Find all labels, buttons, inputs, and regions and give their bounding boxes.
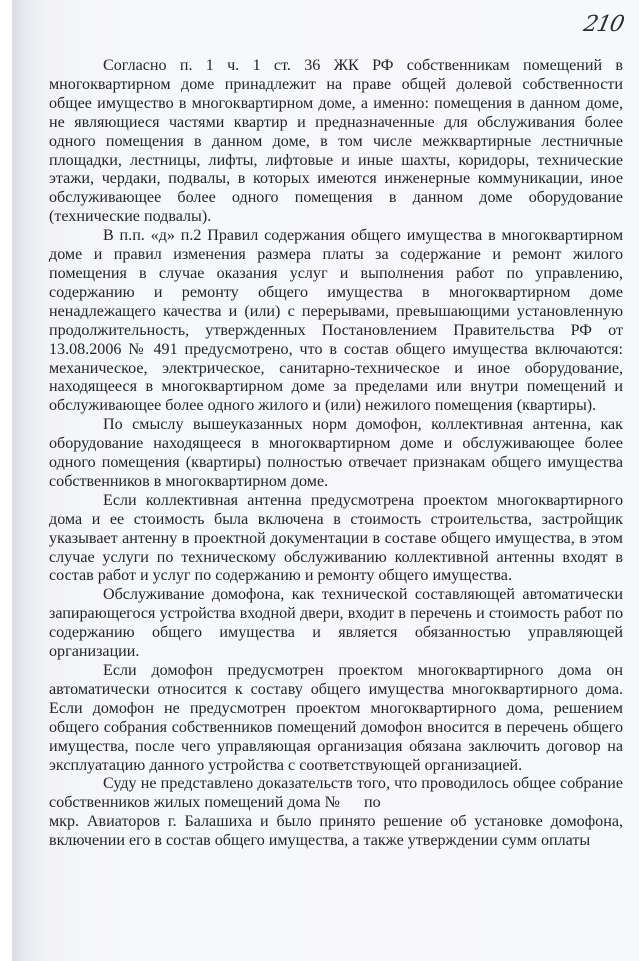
handwritten-page-number: 210: [581, 12, 626, 37]
paragraph-collective-antenna: Если коллективная антенна предусмотрена проектом многоквартирного дома и ее стоимость была включена в стоимость строительства, застройщик указывает антенну в проектной документации в составе общего имущества, в этом случае услуги по техническому обслуживанию коллективной антенны входят в состав работ и услуг по содержанию и ремонту общего имущества.: [49, 491, 623, 585]
document-page: [12, 0, 639, 961]
paragraph-common-property-definition: Согласно п. 1 ч. 1 ст. 36 ЖК РФ собственникам помещений в многоквартирном доме принадлежит на праве общей долевой собственности общее имущество в многоквартирном доме, а именно: помещения в данном доме, не являющиеся частями квартир и предназначенные для обслуживания более одного помещения в данном доме, в том числе межквартирные лестничные площадки, лестницы, лифты, лифтовые и иные шахты, коридоры, технические этажи, чердаки, подвалы, в которых имеются инженерные коммуникации, иное обслуживающее более одного помещения в данном доме оборудование (технические подвалы).: [49, 57, 623, 226]
paragraph-intercom-antenna-meaning: По смыслу вышеуказанных норм домофон, коллективная антенна, как оборудование находящееся в многоквартирном доме и обслуживающее более одного помещения (квартиры) полностью отвечает признакам общего имущества собственников в многоквартирном доме.: [49, 416, 623, 490]
court-evidence-text-1: Суду не представлено доказательств того, что проводилось общее собрание собственников жилых помещений дома №: [49, 775, 623, 812]
paragraph-intercom-maintenance: Обслуживание домофона, как технической составляющей автоматически запирающегося устройства входной двери, входит в перечень и стоимость работ по содержанию общего имущества и является обязанностью управляющей организации.: [49, 586, 623, 661]
paragraph-court-evidence: [49, 775, 623, 851]
paragraph-intercom-project: Если домофон предусмотрен проектом многоквартирного дома он автоматически относится к составу общего имущества многоквартирного дома. Если домофон не предусмотрен проектом многоквартирного дома, решением общего собрания собственников помещений домофон вносится в перечень общего имущества, после чего управляющая организация обязана заключить договор на эксплуатацию данного устройства с соответствующей организацией.: [49, 662, 623, 774]
document-body: [49, 57, 623, 851]
paragraph-rules-491: В п.п. «д» п.2 Правил содержания общего имущества в многоквартирном доме и правил изменения размера платы за содержание и ремонт жилого помещения в случае оказания услуг и выполнения работ по управлению, содержанию и ремонту общего имущества в многоквартирном доме ненадлежащего качества и (или) с перерывами, превышающими установленную продолжительность, утвержденных Постановлением Правительства РФ от 13.08.2006 № 491 предусмотрено, что в состав общего имущества включаются: механическое, электрическое, санитарно-техническое и иное оборудование, находящееся в многоквартирном доме за пределами или внутри помещений и обслуживающее более одного жилого и (или) нежилого помещения (квартиры).: [49, 227, 623, 415]
court-evidence-text-3: мкр. Авиаторов г. Балашиха и было принято решение об установке домофона, включении его в состав общего имущества, а также утверждении сумм оплаты: [49, 813, 623, 850]
court-evidence-text-2: по: [363, 794, 381, 812]
